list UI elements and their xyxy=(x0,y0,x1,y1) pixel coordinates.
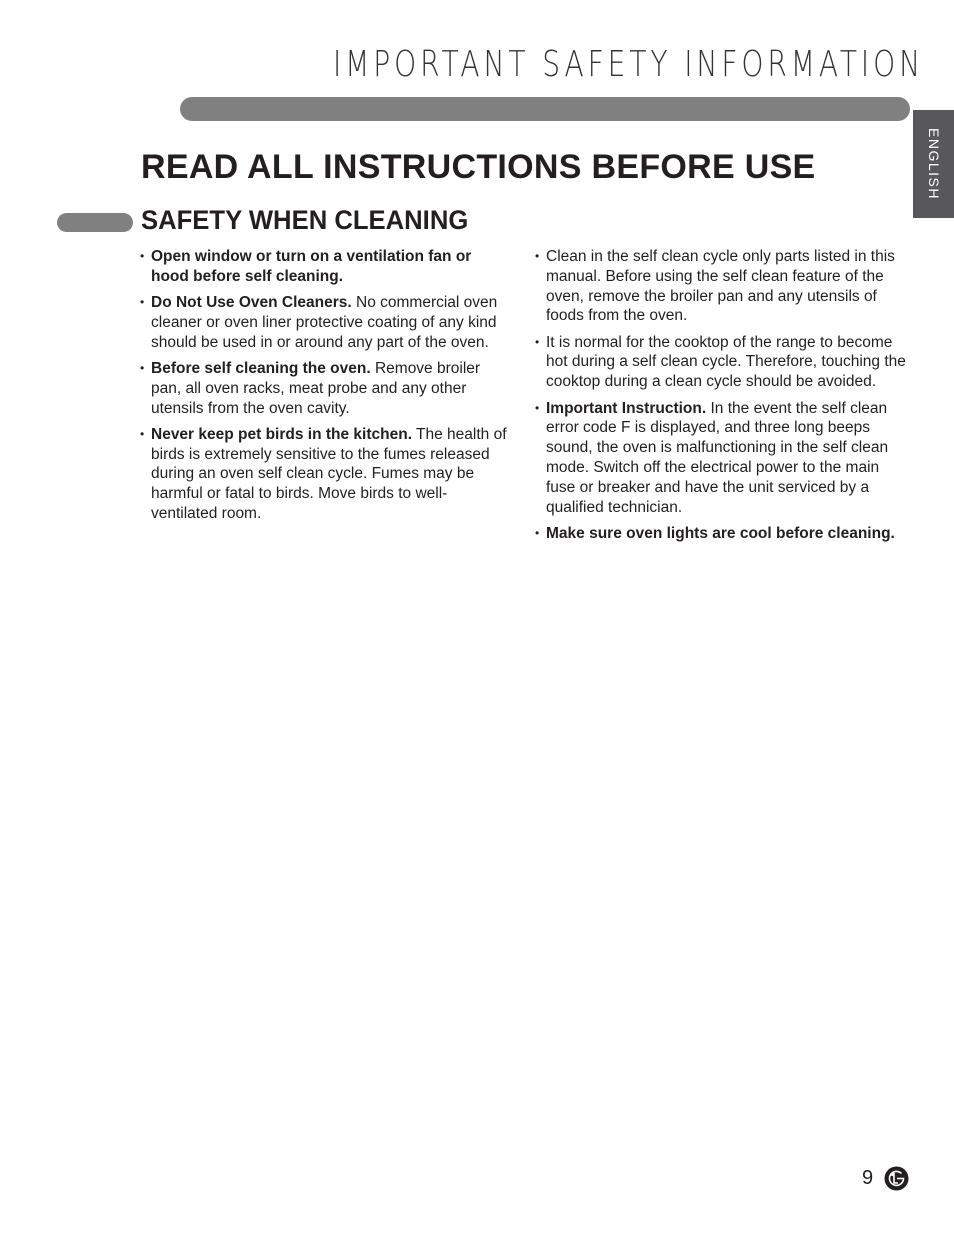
list-item xyxy=(138,247,513,287)
language-tab xyxy=(913,110,954,218)
left-column-list xyxy=(138,247,513,530)
list-item xyxy=(533,333,910,392)
list-item xyxy=(138,425,513,524)
item-bold-text: Before self cleaning the oven. xyxy=(151,359,371,377)
item-bold-text: Make sure oven lights are cool before cleaning. xyxy=(546,524,895,542)
list-item xyxy=(138,359,513,418)
item-bold-text: Open window or turn on a ventilation fan or hood before self cleaning. xyxy=(151,248,472,285)
section-marker xyxy=(57,213,133,232)
item-bold-text: Do Not Use Oven Cleaners. xyxy=(151,294,352,312)
item-bold-text: Never keep pet birds in the kitchen. xyxy=(151,425,412,443)
page-header-title: IMPORTANT SAFETY INFORMATION xyxy=(333,44,925,85)
item-text: It is normal for the cooktop of the range to become hot during a self clean cycle. Therefore, touching the cooktop during a clean cycle should be avoided. xyxy=(546,333,906,391)
right-column-list xyxy=(533,247,910,550)
item-bold-text: Important Instruction. xyxy=(546,399,707,417)
item-text: No commercial oven cleaner or oven liner protective coating of any kind should be used in or around any part of the oven. xyxy=(151,294,498,351)
list-item xyxy=(533,524,910,544)
item-text: In the event the self clean error code F is displayed, and three long beeps sound, the oven is malfunctioning in the self clean mode. Switch off the electrical power to the main fuse or breaker and have the unit serviced by a qualified technician. xyxy=(546,399,889,516)
item-text: Clean in the self clean cycle only parts listed in this manual. Before using the self clean feature of the oven, remove the broiler pan and any utensils of foods from the oven. xyxy=(546,248,895,325)
main-heading: READ ALL INSTRUCTIONS BEFORE USE xyxy=(141,148,816,186)
section-heading: SAFETY WHEN CLEANING xyxy=(141,205,469,235)
language-tab-label: ENGLISH xyxy=(925,128,942,200)
list-item xyxy=(533,399,910,518)
header-bar xyxy=(180,97,910,121)
page-number: 9 xyxy=(862,1167,874,1189)
list-item xyxy=(138,293,513,352)
lg-logo-icon xyxy=(884,1166,909,1191)
list-item xyxy=(533,247,910,326)
item-text: The health of birds is extremely sensitive to the fumes released during an oven self clean cycle. Fumes may be harmful or fatal to birds. Move birds to well-ventilated room. xyxy=(151,425,507,523)
item-text: Remove broiler pan, all oven racks, meat probe and any other utensils from the oven cavity. xyxy=(151,359,481,417)
